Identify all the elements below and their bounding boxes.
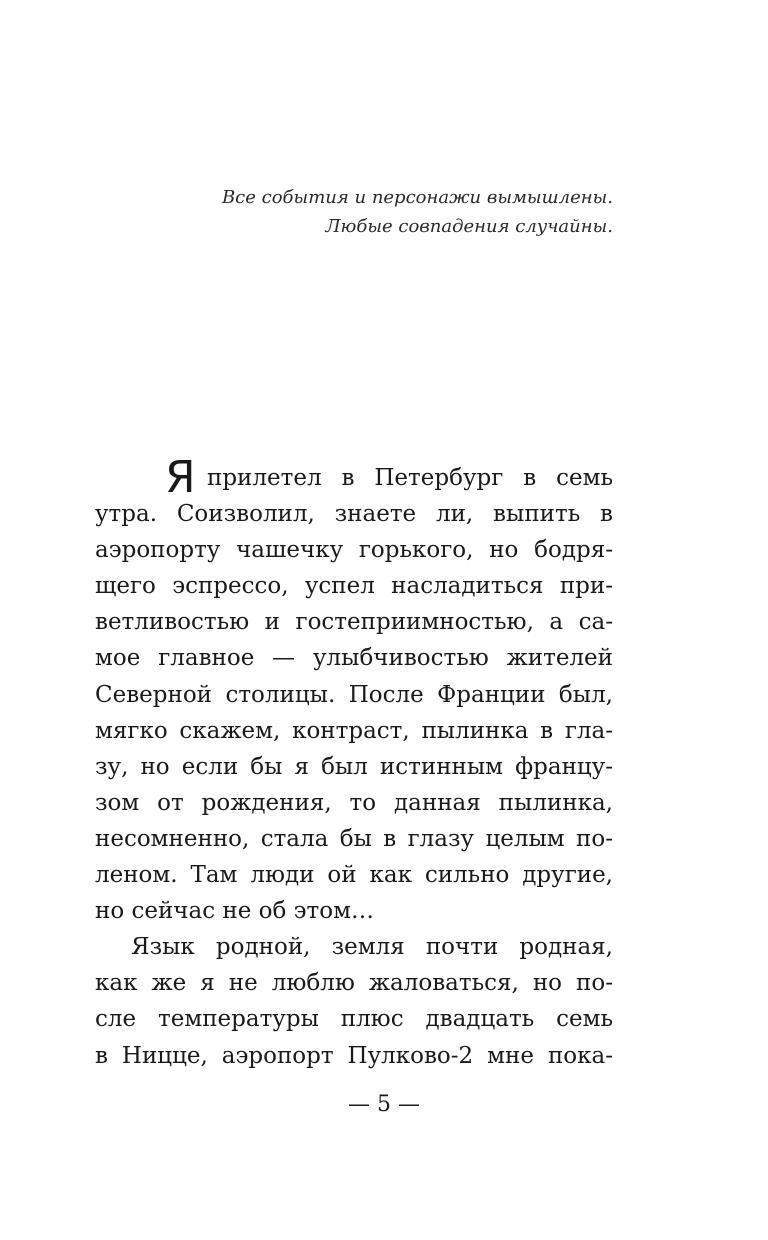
disclaimer-line-2: Любые совпадения случайны. — [325, 216, 613, 237]
disclaimer — [133, 183, 613, 241]
text-line: леном. Там люди ой как сильно другие, — [95, 862, 613, 889]
text-line: как же я не люблю жаловаться, но по- — [95, 970, 613, 997]
text-line: зу, но если бы я был истинным францу- — [95, 753, 613, 780]
drop-cap: Я — [165, 452, 196, 503]
text-line: мягко скажем, контраст, пылинка в гла- — [95, 717, 613, 744]
text-line: Язык родной, земля почти родная, — [131, 934, 613, 961]
text-line: аэропорту чашечку горького, но бодря- — [95, 537, 613, 564]
first-line — [95, 452, 613, 503]
text-line: сле температуры плюс двадцать семь — [95, 1006, 613, 1033]
text-line: утра. Соизволил, знаете ли, выпить в — [95, 501, 613, 528]
text-line: ветливостью и гостеприимностью, а са- — [95, 609, 613, 636]
page-number: — 5 — — [348, 1092, 420, 1117]
body-text — [95, 452, 613, 1074]
text-line: но сейчас не об этом… — [95, 898, 375, 925]
text-line: несомненно, стала бы в глазу целым по- — [95, 825, 613, 852]
text-line: щего эспрессо, успел насладиться при- — [95, 573, 613, 600]
first-line-text: прилетел в Петербург в семь — [207, 465, 613, 491]
text-line: Северной столицы. После Франции был, — [95, 681, 613, 708]
text-line: в Ницце, аэропорт Пулково-2 мне пока- — [95, 1042, 613, 1069]
disclaimer-line-1: Все события и персонажи вымышлены. — [221, 187, 613, 208]
text-line: мое главное — улыбчивостью жителей — [95, 645, 613, 672]
text-line: зом от рождения, то данная пылинка, — [95, 789, 613, 816]
